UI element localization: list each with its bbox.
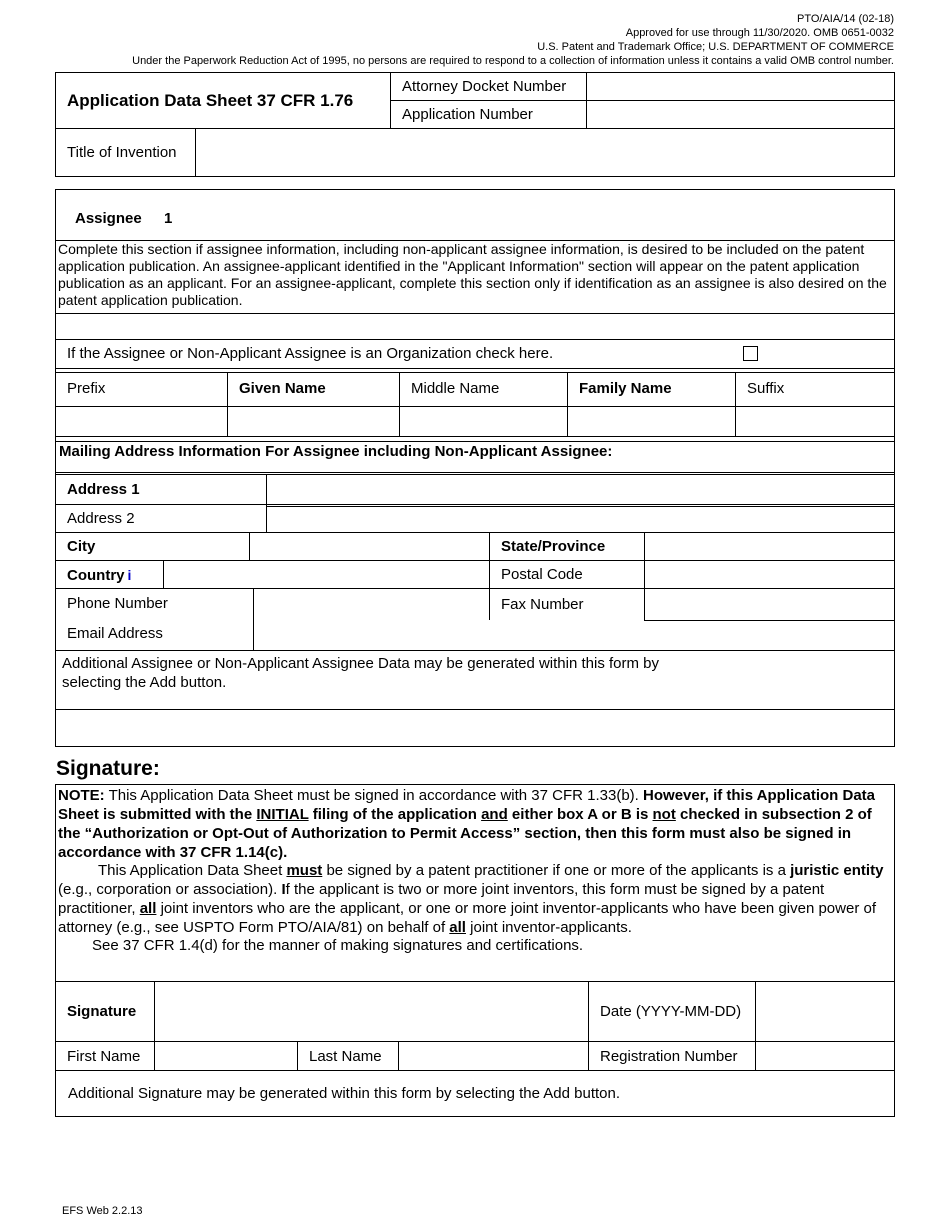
first-name-label: First Name	[67, 1048, 141, 1065]
phone-input[interactable]	[255, 590, 488, 619]
date-input[interactable]	[757, 983, 893, 1040]
signature-label: Signature	[67, 1003, 137, 1020]
approval-line: Approved for use through 11/30/2020. OMB 0651-0032	[625, 27, 894, 39]
additional-assignee-note-1: Additional Assignee or Non-Applicant Assignee Data may be generated within this form by	[62, 655, 660, 672]
first-name-input[interactable]	[156, 1043, 296, 1069]
signature-heading: Signature:	[56, 757, 160, 780]
signature-paragraph-2: This Application Data Sheet must be signed by a patent practitioner if one or more of the applicants is a juristic entity (e.g., corporation or association). If the applicant is two or more joint inventors, this form must be signed by a patent practitioner, all joint inventors who are the applicant, or one or more joint inventor-applicants who have been given power of attorney (e.g., see USPTO Form PTO/AIA/81) on behalf of all joint inventor-applicants.	[58, 862, 884, 936]
signature-note: NOTE: This Application Data Sheet must be signed in accordance with 37 CFR 1.33(b). However, if this Application Data Sheet is submitted with the INITIAL filing of the application and either box A or B is not checked in subsection 2 of the “Authorization or Opt-Out of Authorization to Permit Access” section, then this form must also be signed in accordance with 37 CFR 1.14(c).	[58, 787, 876, 861]
middle-name-header: Middle Name	[411, 380, 500, 397]
assignee-number: 1	[164, 210, 173, 227]
attorney-docket-label: Attorney Docket Number	[402, 78, 567, 95]
address1-input[interactable]	[268, 476, 893, 503]
assignee-heading: Assignee	[75, 210, 142, 227]
attorney-docket-input[interactable]	[588, 74, 893, 99]
registration-number-label: Registration Number	[600, 1048, 738, 1065]
city-label: City	[67, 538, 96, 555]
title-of-invention-input[interactable]	[197, 130, 893, 175]
signature-paragraph-3: See 37 CFR 1.4(d) for the manner of making signatures and certifications.	[92, 937, 584, 954]
registration-number-input[interactable]	[757, 1043, 893, 1069]
address2-label: Address 2	[67, 510, 135, 527]
signature-input[interactable]	[156, 983, 587, 1040]
organization-check-label: If the Assignee or Non-Applicant Assignee is an Organization check here.	[67, 345, 554, 362]
city-input[interactable]	[251, 534, 488, 559]
email-label: Email Address	[67, 625, 163, 642]
footer-version: EFS Web 2.2.13	[62, 1205, 143, 1217]
form-title: Application Data Sheet 37 CFR 1.76	[67, 91, 354, 110]
state-input[interactable]	[646, 534, 893, 559]
additional-assignee-note-2: selecting the Add button.	[62, 674, 227, 691]
given-name-header: Given Name	[239, 380, 326, 397]
title-of-invention-label: Title of Invention	[67, 144, 177, 161]
form-id: PTO/AIA/14 (02-18)	[796, 13, 894, 25]
given-name-input[interactable]	[229, 408, 398, 435]
info-icon[interactable]: i	[127, 567, 132, 583]
prefix-header: Prefix	[67, 380, 106, 397]
last-name-label: Last Name	[309, 1048, 382, 1065]
application-number-label: Application Number	[402, 106, 533, 123]
additional-signature-note[interactable]: Additional Signature may be generated within this form by selecting the Add button.	[68, 1085, 621, 1102]
fax-label: Fax Number	[501, 596, 584, 613]
prefix-input[interactable]	[57, 408, 226, 435]
family-name-header: Family Name	[579, 380, 672, 397]
organization-checkbox[interactable]	[743, 346, 758, 361]
mailing-heading: Mailing Address Information For Assignee including Non-Applicant Assignee:	[59, 443, 613, 460]
postal-code-label: Postal Code	[501, 566, 583, 583]
date-label: Date (YYYY-MM-DD)	[600, 1003, 742, 1020]
country-label: Country i	[67, 567, 132, 584]
address2-input[interactable]	[268, 508, 893, 531]
address1-label: Address 1	[67, 481, 140, 498]
last-name-input[interactable]	[400, 1043, 587, 1069]
middle-name-input[interactable]	[401, 408, 566, 435]
phone-label: Phone Number	[67, 595, 168, 612]
state-label: State/Province	[501, 538, 606, 555]
fax-input[interactable]	[646, 590, 893, 619]
country-input[interactable]	[165, 562, 488, 587]
suffix-input[interactable]	[737, 408, 893, 435]
add-assignee-button-area[interactable]	[57, 711, 893, 745]
suffix-header: Suffix	[747, 380, 785, 397]
application-number-input[interactable]	[588, 102, 893, 127]
family-name-input[interactable]	[569, 408, 734, 435]
office-line: U.S. Patent and Trademark Office; U.S. DEPARTMENT OF COMMERCE	[537, 41, 894, 53]
email-input[interactable]	[255, 622, 893, 649]
paperwork-line: Under the Paperwork Reduction Act of 1995, no persons are required to respond to a collection of information unless it contains a valid OMB control number.	[132, 55, 894, 67]
postal-code-input[interactable]	[646, 562, 893, 587]
assignee-instructions: Complete this section if assignee information, including non-applicant assignee information, is desired to be included on the patent application publication. An assignee-applicant identified in the "Applicant Information" section will appear on the patent application publication as an applicant. For an assignee-applicant, complete this section only if identification as an assignee is also desired on the patent application publication.	[58, 241, 887, 308]
